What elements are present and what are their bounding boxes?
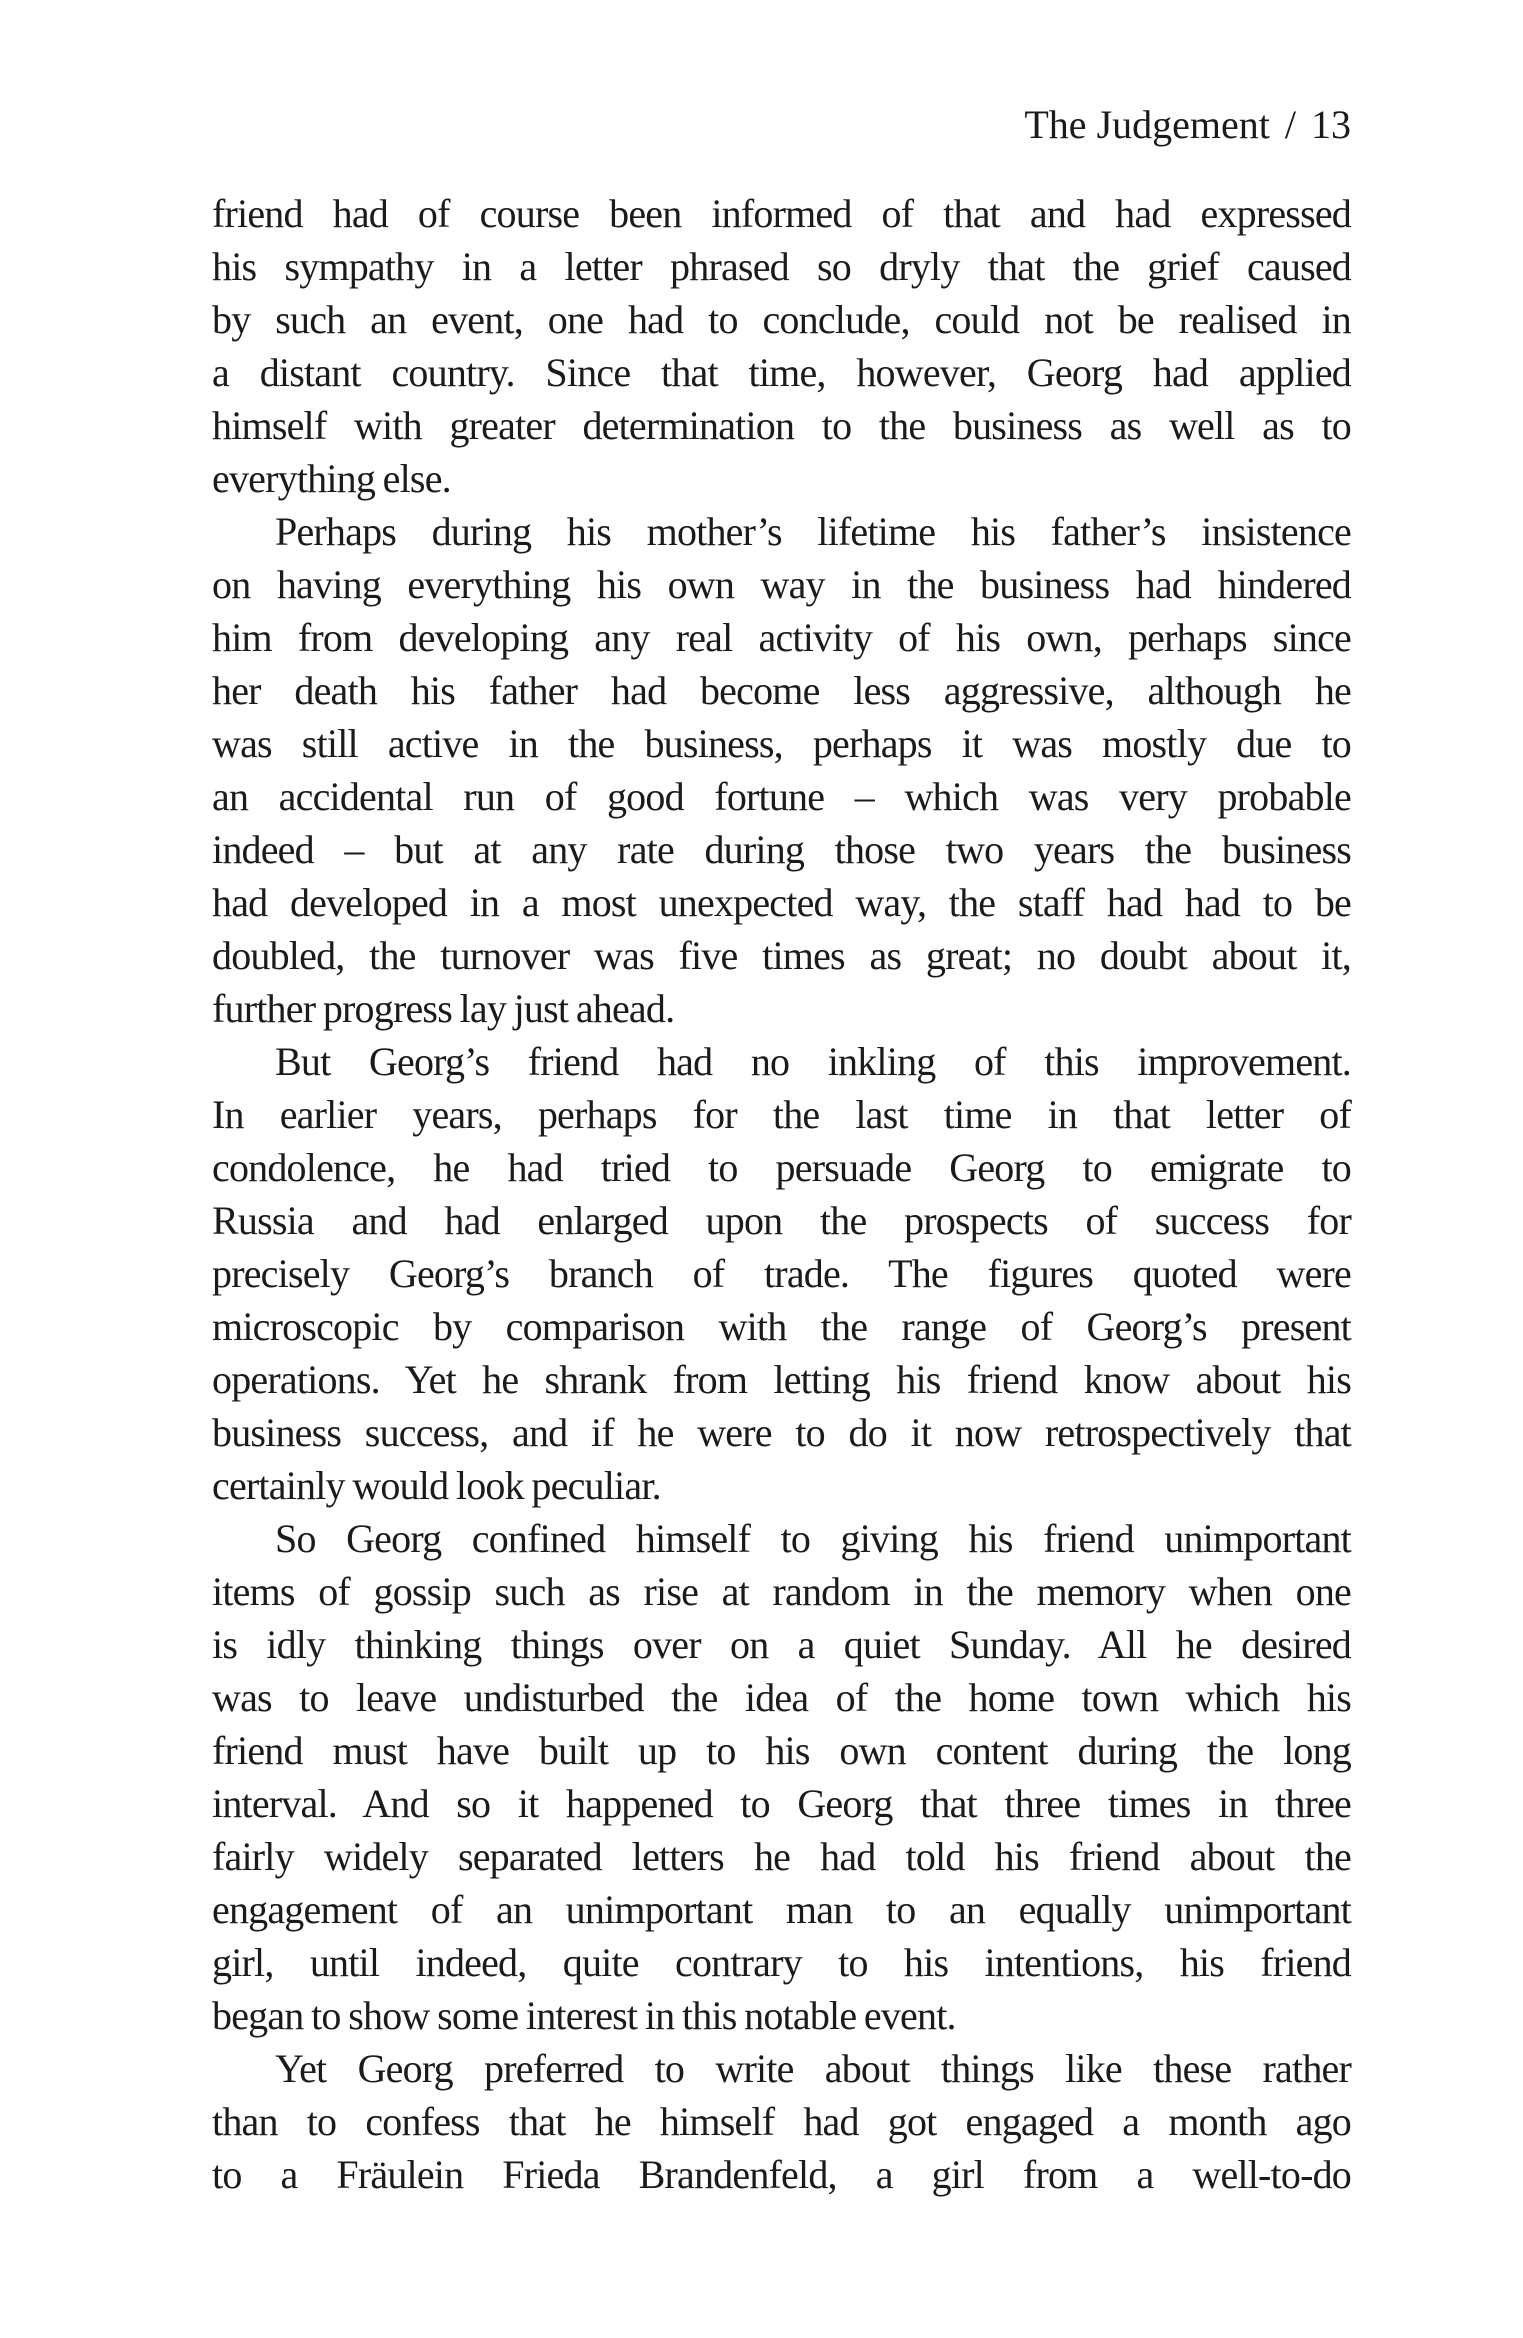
header-separator: / xyxy=(1284,102,1296,147)
text-line: condolence, he had tried to persuade Georg to emigrate to xyxy=(212,1145,1351,1190)
text-line: her death his father had become less aggressive, although he xyxy=(212,668,1351,713)
text-line: friend had of course been informed of that and had expressed xyxy=(212,191,1351,236)
text-line: him from developing any real activity of his own, perhaps since xyxy=(212,615,1351,660)
paragraph xyxy=(212,1512,1351,2042)
text-line: Yet Georg preferred to write about things like these rather xyxy=(275,2046,1351,2091)
running-title: The Judgement xyxy=(1024,102,1270,147)
text-line: items of gossip such as rise at random in the memory when one xyxy=(212,1569,1351,1614)
text-line: than to confess that he himself had got engaged a month ago xyxy=(212,2099,1351,2144)
text-line: operations. Yet he shrank from letting his friend know about his xyxy=(212,1357,1351,1402)
text-line: indeed – but at any rate during those two years the business xyxy=(212,827,1351,872)
text-line: microscopic by comparison with the range of Georg’s present xyxy=(212,1304,1351,1349)
text-line: fairly widely separated letters he had told his friend about the xyxy=(212,1834,1351,1879)
text-line: his sympathy in a letter phrased so dryly that the grief caused xyxy=(212,244,1351,289)
text-line: himself with greater determination to the business as well as to xyxy=(212,403,1351,448)
paragraph xyxy=(212,1035,1351,1512)
text-line: by such an event, one had to conclude, could not be realised in xyxy=(212,297,1351,342)
paragraph xyxy=(212,187,1351,505)
text-line: doubled, the turnover was five times as great; no doubt about it, xyxy=(212,933,1351,978)
text-line: a distant country. Since that time, however, Georg had applied xyxy=(212,350,1351,395)
text-line: girl, until indeed, quite contrary to his intentions, his friend xyxy=(212,1940,1351,1985)
text-line: an accidental run of good fortune – which was very probable xyxy=(212,774,1351,819)
page-number: 13 xyxy=(1311,102,1351,147)
paragraph xyxy=(212,2042,1351,2201)
text-line: on having everything his own way in the business had hindered xyxy=(212,562,1351,607)
text-line: certainly would look peculiar. xyxy=(212,1463,661,1508)
text-line: But Georg’s friend had no inkling of this improvement. xyxy=(275,1039,1351,1084)
text-line: engagement of an unimportant man to an equally unimportant xyxy=(212,1887,1351,1932)
text-line: friend must have built up to his own content during the long xyxy=(212,1728,1351,1773)
body-text xyxy=(212,187,1351,2201)
text-line: Russia and had enlarged upon the prospects of success for xyxy=(212,1198,1351,1243)
text-line: began to show some interest in this notable event. xyxy=(212,1993,956,2038)
text-line: Perhaps during his mother’s lifetime his father’s insistence xyxy=(275,509,1351,554)
text-line: was to leave undisturbed the idea of the home town which his xyxy=(212,1675,1351,1720)
text-line: everything else. xyxy=(212,456,451,501)
text-line: interval. And so it happened to Georg that three times in three xyxy=(212,1781,1351,1826)
text-line: So Georg confined himself to giving his friend unimportant xyxy=(275,1516,1351,1561)
text-line: In earlier years, perhaps for the last time in that letter of xyxy=(212,1092,1351,1137)
text-line: was still active in the business, perhaps it was mostly due to xyxy=(212,721,1351,766)
text-line: had developed in a most unexpected way, the staff had had to be xyxy=(212,880,1351,925)
text-line: further progress lay just ahead. xyxy=(212,986,675,1031)
text-line: precisely Georg’s branch of trade. The figures quoted were xyxy=(212,1251,1351,1296)
text-line: to a Fräulein Frieda Brandenfeld, a girl from a well-to-do xyxy=(212,2152,1351,2197)
text-line: business success, and if he were to do it now retrospectively that xyxy=(212,1410,1351,1455)
page-header xyxy=(212,98,1351,151)
paragraph xyxy=(212,505,1351,1035)
text-line: is idly thinking things over on a quiet Sunday. All he desired xyxy=(212,1622,1351,1667)
